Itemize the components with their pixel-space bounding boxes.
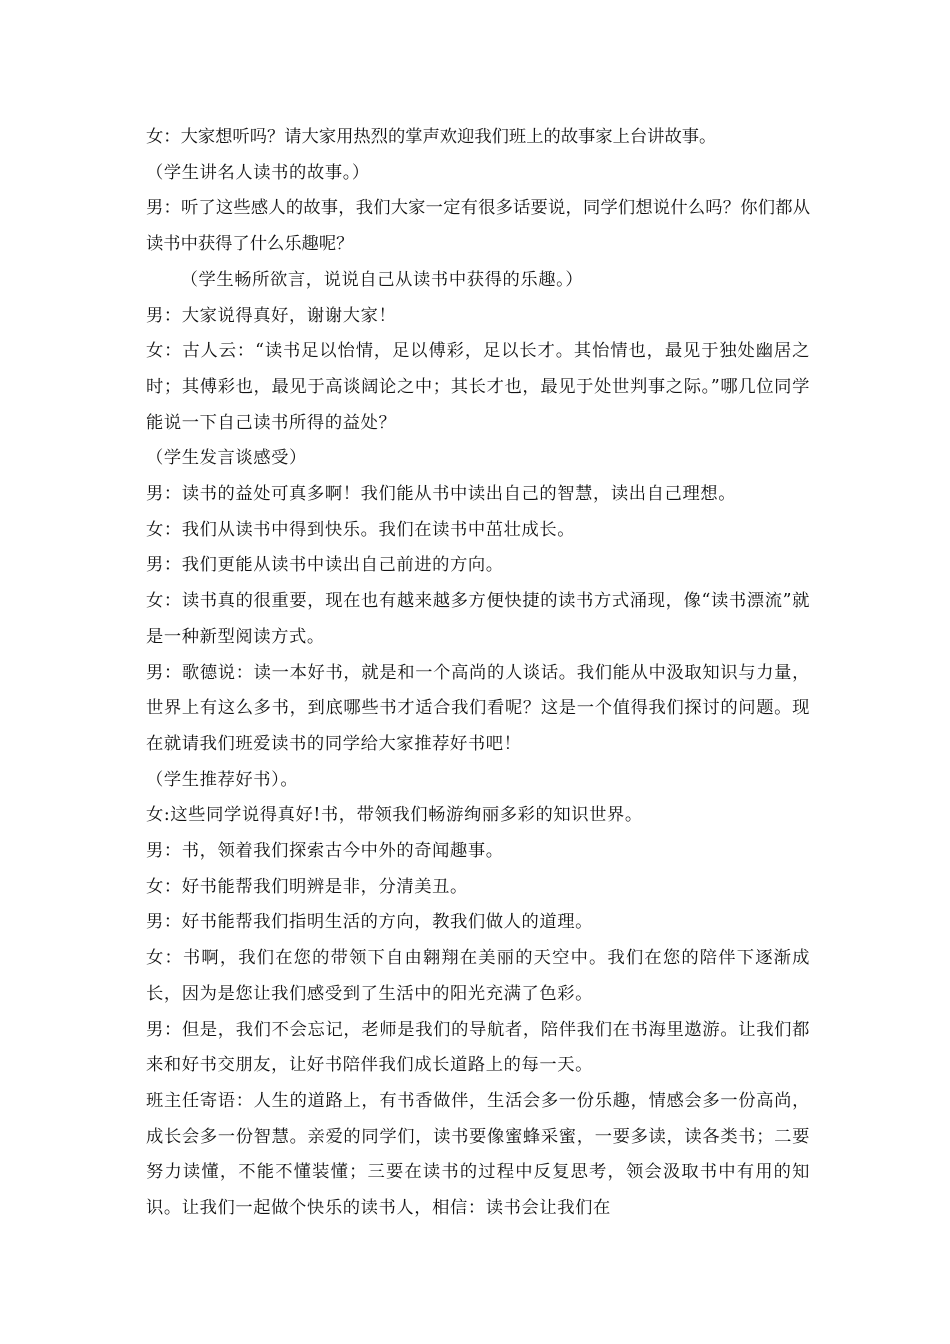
paragraph: 女：大家想听吗？请大家用热烈的掌声欢迎我们班上的故事家上台讲故事。 [146,127,717,147]
paragraph: 女：好书能帮我们明辨是非，分清美丑。 [146,876,468,897]
paragraph: 女：我们从读书中得到快乐。我们在读书中茁壮成长。 [146,519,576,540]
paragraph: 男：好书能帮我们指明生活的方向，教我们做人的道理。 [146,912,594,933]
paragraph: （学生发言谈感受） [146,448,307,469]
paragraph: 班主任寄语：人生的道路上，有书香做伴，生活会多一份乐趣，情感会多一份高尚，成长会多一份智慧。亲爱的同学们，读书要像蜜蜂采蜜，一要多读，读各类书；二要努力读懂，不能不懂装懂；三要在读书的过程中反复思考，领会汲取书中有用的知识。让我们一起做个快乐的读书人，相信：读书会让我们在 [146,1090,810,1219]
paragraph: 男：我们更能从读书中读出自己前进的方向。 [146,555,504,576]
paragraph: 女：读书真的很重要，现在也有越来越多方便快捷的读书方式涌现，像“读书漂流”就是一种新型阅读方式。 [146,591,810,647]
paragraph: 男：读书的益处可真多啊！我们能从书中读出自己的智慧，读出自己理想。 [146,484,737,505]
paragraph: 男：歌德说：读一本好书，就是和一个高尚的人谈话。我们能从中汲取知识与力量，世界上有这么多书，到底哪些书才适合我们看呢？这是一个值得我们探讨的问题。现在就请我们班爱读书的同学给大家推荐好书吧！ [146,662,810,754]
paragraph: 女：古人云：“读书足以怡情，足以傅彩，足以长才。其怡情也，最见于独处幽居之时；其傅彩也，最见于高谈阔论之中；其长才也，最见于处世判事之际。”哪几位同学能说一下自己读书所得的益处？ [146,341,810,433]
paragraph: 男：但是，我们不会忘记，老师是我们的导航者，陪伴我们在书海里遨游。让我们都来和好书交朋友，让好书陪伴我们成长道路上的每一天。 [146,1019,810,1076]
paragraph: 男：听了这些感人的故事，我们大家一定有很多话要说，同学们想说什么吗？你们都从读书中获得了什么乐趣呢？ [146,198,810,255]
paragraph: 女:这些同学说得真好!书，带领我们畅游绚丽多彩的知识世界。 [146,805,643,826]
paragraph: 女：书啊，我们在您的带领下自由翱翔在美丽的天空中。我们在您的陪伴下逐渐成长，因为是您让我们感受到了生活中的阳光充满了色彩。 [146,948,810,1004]
paragraph: （学生推荐好书）。 [146,769,299,790]
paragraph: 男：书，领着我们探索古今中外的奇闻趣事。 [146,841,504,862]
document-body [146,120,810,1227]
paragraph: （学生畅所欲言，说说自己从读书中获得的乐趣。） [180,269,584,290]
paragraph: 男：大家说得真好，谢谢大家！ [146,305,397,326]
paragraph: （学生讲名人读书的故事。） [146,162,370,183]
